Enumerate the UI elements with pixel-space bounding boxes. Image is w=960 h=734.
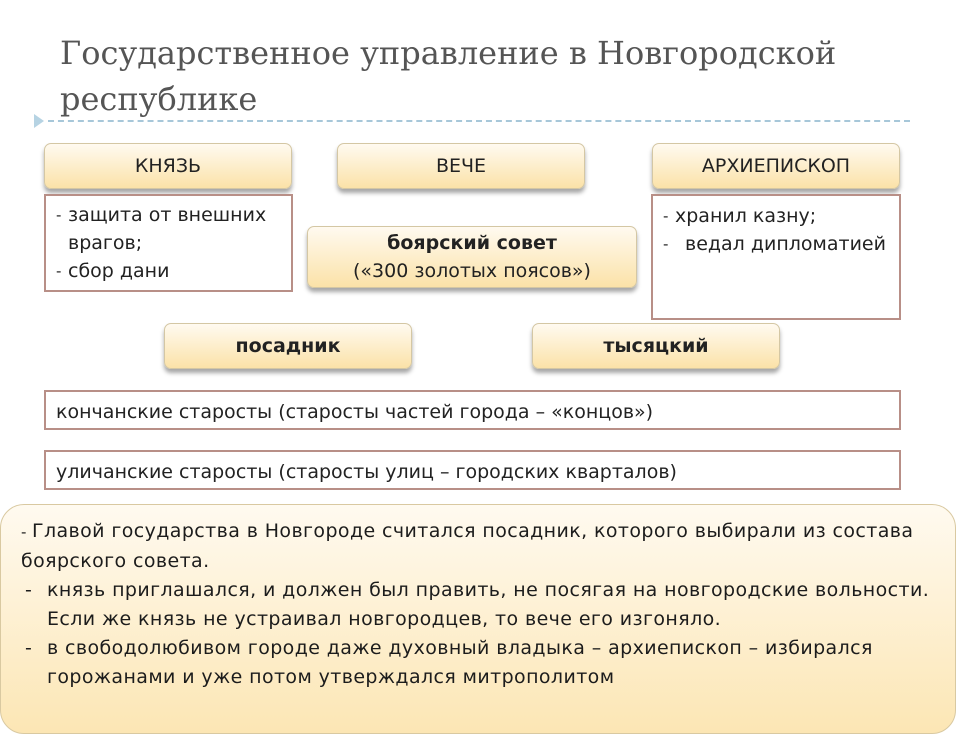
- summary-note: [0, 504, 956, 734]
- prince-duty-item: - защита от внешних врагов;: [56, 201, 281, 257]
- note-intro-text: Главой государства в Новгороде считался посадник, которого выбирали из состава боярского совета.: [21, 520, 914, 572]
- ulichan-elders-text: уличанские старосты (старосты улиц – городских кварталов): [56, 461, 677, 483]
- archbishop-duty-item: - ведал дипломатией: [663, 230, 889, 258]
- prince-label: КНЯЗЬ: [134, 155, 202, 177]
- page-title: Государственное управление в Новгородской республике: [60, 34, 837, 118]
- tysyatsky-box: [532, 323, 780, 369]
- title-divider-arrow: [34, 114, 44, 128]
- tysyatsky-label: тысяцкий: [603, 335, 709, 357]
- boyar-council-subtitle: («300 золотых поясов»): [353, 260, 591, 282]
- prince-duties-list: [56, 201, 281, 285]
- boyar-council-box: [307, 226, 637, 288]
- archbishop-duties-box: [651, 194, 901, 320]
- konchan-elders-box: [44, 390, 901, 430]
- note-intro: - Главой государства в Новгороде считался посадник, которого выбирали из состава боярского совета.: [21, 520, 914, 572]
- archbishop-header: [652, 143, 900, 189]
- posadnik-label: посадник: [235, 335, 341, 357]
- prince-duty-item: - сбор дани: [56, 257, 281, 285]
- prince-duties-box: [44, 194, 293, 292]
- prince-header: [44, 143, 292, 189]
- note-item: - в свободолюбивом городе даже духовный владыка – архиепископ – избирался горожанами и уже потом утверждался митрополитом: [21, 634, 931, 692]
- konchan-elders-text: кончанские старосты (старосты частей города – «концов»): [56, 401, 654, 423]
- boyar-council-title: боярский совет: [387, 232, 557, 254]
- note-item: - князь приглашался, и должен был править, не посягая на новгородские вольности. Если же князь не устраивал новгородцев, то вече его изгоняло.: [21, 576, 931, 634]
- posadnik-box: [164, 323, 412, 369]
- veche-label: ВЕЧЕ: [435, 155, 487, 177]
- archbishop-label: АРХИЕПИСКОП: [701, 155, 851, 177]
- archbishop-duty-item: - хранил казну;: [663, 202, 889, 230]
- title-divider: [48, 120, 910, 122]
- archbishop-duties-list: [663, 202, 889, 258]
- ulichan-elders-box: [44, 450, 901, 490]
- veche-header: [337, 143, 585, 189]
- note-list: [21, 576, 931, 692]
